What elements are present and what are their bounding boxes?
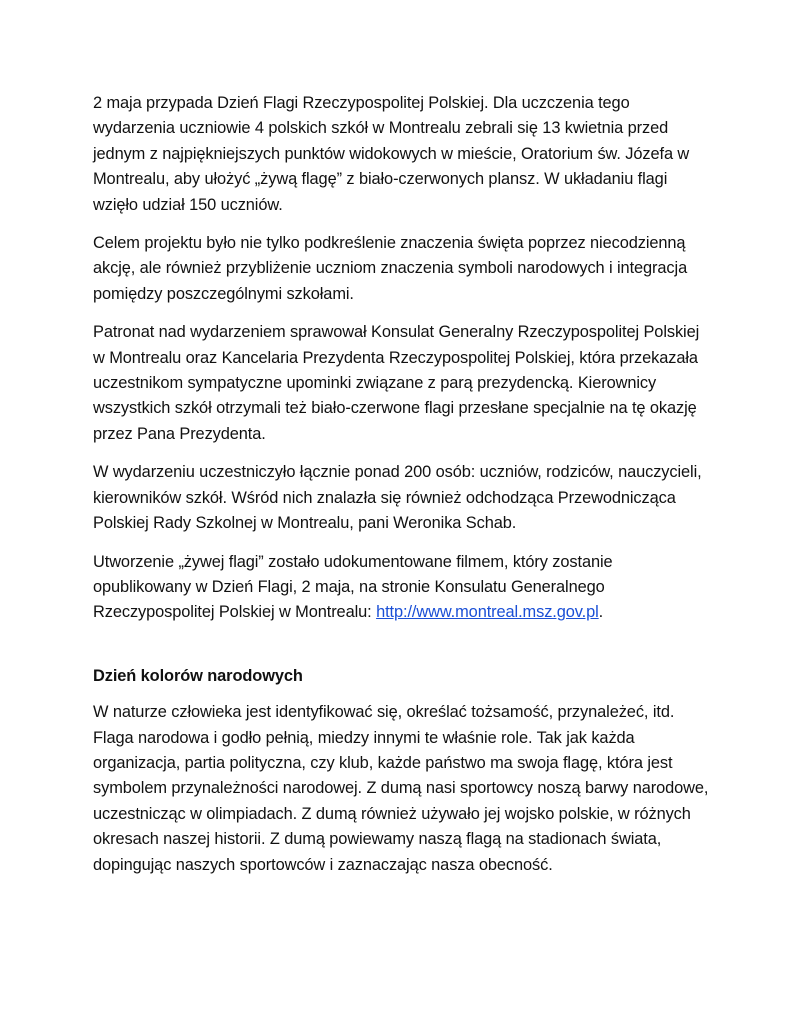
paragraph-patronage: Patronat nad wydarzeniem sprawował Konsulat Generalny Rzeczypospolitej Polskiej w Montrealu oraz Kancelaria Prezydenta Rzeczypospolitej Polskiej, która przekazała uczestnikom sympatyczne upominki związane z parą prezydencką. Kierownicy wszystkich szkół otrzymali też biało-czerwone flagi przesłane specjalnie na tę okazję przez Pana Prezydenta.	[93, 323, 700, 443]
paragraph-participants: W wydarzeniu uczestniczyło łącznie ponad 200 osób: uczniów, rodziców, nauczycieli, kierowników szkół. Wśród nich znalazła się również odchodząca Przewodnicząca Polskiej Rady Szkolnej w Montrealu, pani Weronika Schab.	[93, 463, 702, 533]
document-page	[93, 91, 713, 891]
paragraph-film-announcement	[93, 550, 713, 626]
paragraph-project-goal: Celem projektu było nie tylko podkreślenie znaczenia święta poprzez niecodzienną akcję, ale również przybliżenie uczniom znaczenia symboli narodowych i integracja pomiędzy poszczególnymi szkołami.	[93, 234, 688, 303]
film-text-after-link: .	[598, 603, 604, 622]
paragraph-flag-day-intro: 2 maja przypada Dzień Flagi Rzeczypospolitej Polskiej. Dla uczczenia tego wydarzenia uczniowie 4 polskich szkół w Montrealu zebrali się 13 kwietnia przed jednym z najpiękniejszych punktów widokowych w mieście, Oratorium św. Józefa w Montrealu, aby ułożyć „żywą flagę” z biało-czerwonych plansz. W układaniu flagi wzięło udział 150 uczniów.	[93, 94, 690, 214]
film-text-before-link: Utworzenie „żywej flagi” zostało udokumentowane filmem, który zostanie opublikowany w Dzień Flagi, 2 maja, na stronie Konsulatu Generalnego Rzeczypospolitej Polskiej w Montrealu:	[93, 552, 613, 622]
paragraph-national-colors: W naturze człowieka jest identyfikować się, określać tożsamość, przynależeć, itd. Flaga narodowa i godło pełnią, miedzy innymi te właśnie role. Tak jak każda organizacja, partia polityczna, czy klub, każde państwo ma swoja flagę, która jest symbolem przynależności narodowej. Z dumą nasi sportowcy noszą barwy narodowe, uczestnicząc w olimpiadach. Z dumą również używało jej wojsko polskie, w różnych okresach naszej historii. Z dumą powiewamy naszą flagą na stadionach świata, dopingując naszych sportowców i zaznaczając nasza obecność.	[93, 703, 709, 874]
consulate-website-link[interactable]: http://www.montreal.msz.gov.pl	[376, 603, 599, 622]
section-heading: Dzień kolorów narodowych	[93, 666, 303, 685]
